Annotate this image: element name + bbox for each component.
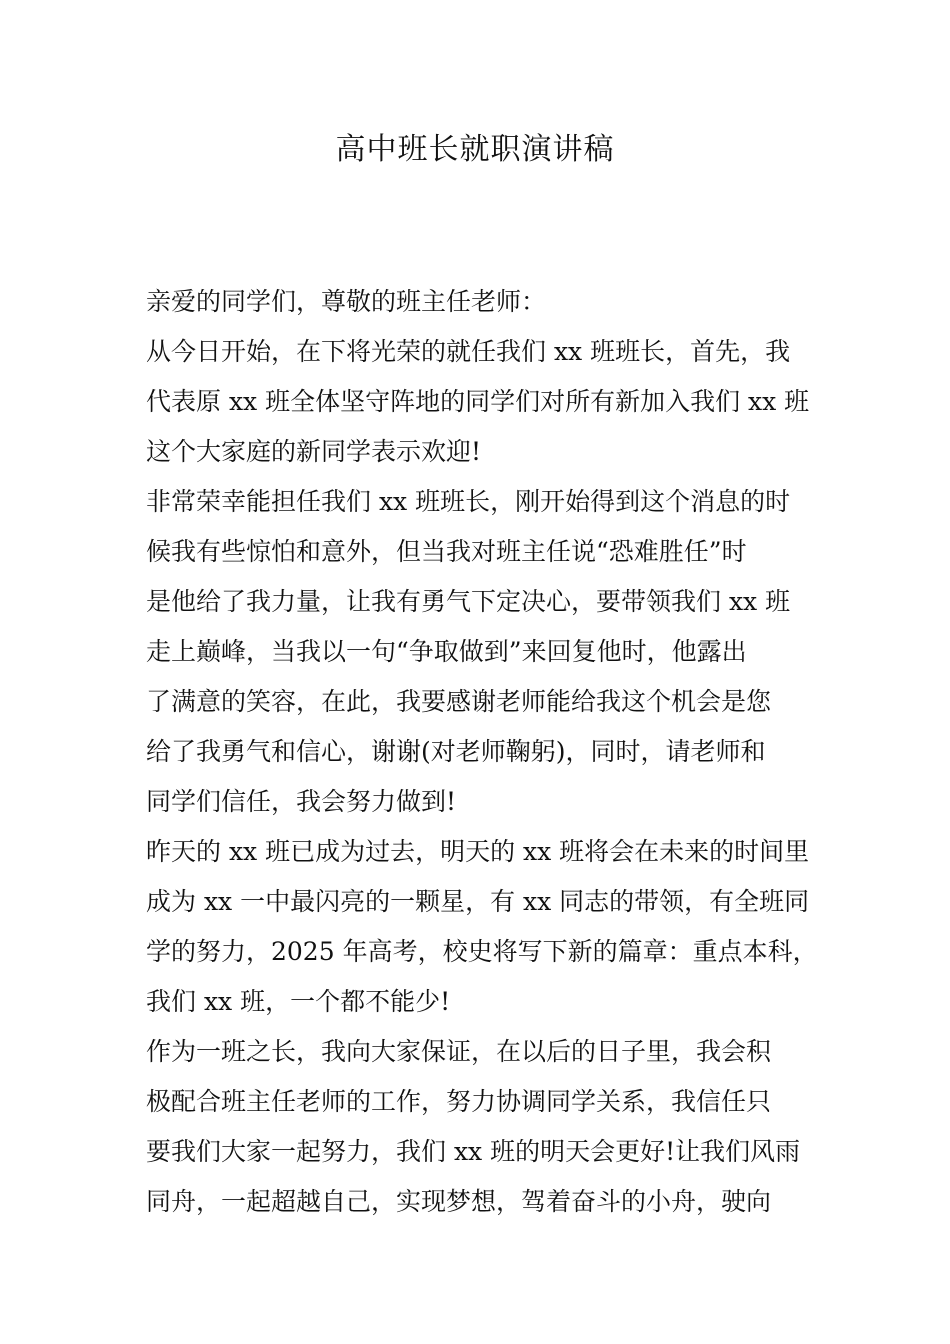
body-line: 亲爱的同学们，尊敬的班主任老师：: [146, 287, 547, 316]
body-line: 候我有些惊怕和意外，但当我对班主任说“恐难胜任”时: [146, 537, 747, 566]
body-line: 非常荣幸能担任我们 xx 班班长，刚开始得到这个消息的时: [146, 487, 791, 516]
body-line: 代表原 xx 班全体坚守阵地的同学们对所有新加入我们 xx 班: [146, 387, 810, 416]
body-line: 极配合班主任老师的工作，努力协调同学关系，我信任只: [146, 1087, 772, 1116]
body-line: 了满意的笑容，在此，我要感谢老师能给我这个机会是您: [146, 687, 772, 716]
body-line: 同学们信任，我会努力做到!: [146, 787, 457, 816]
body-line: 走上巅峰，当我以一句“争取做到”来回复他时，他露出: [146, 637, 747, 666]
body-line: 这个大家庭的新同学表示欢迎!: [146, 437, 482, 466]
body-line: 作为一班之长，我向大家保证，在以后的日子里，我会积: [146, 1037, 772, 1066]
body-line: 成为 xx 一中最闪亮的一颗星，有 xx 同志的带领，有全班同: [146, 887, 810, 916]
document-body: [146, 277, 836, 1227]
body-line: 是他给了我力量，让我有勇气下定决心，要带领我们 xx 班: [146, 587, 791, 616]
body-line: 要我们大家一起努力，我们 xx 班的明天会更好!让我们风雨: [146, 1137, 801, 1166]
body-line: 给了我勇气和信心，谢谢(对老师鞠躬)，同时，请老师和: [146, 737, 766, 766]
body-line: 同舟，一起超越自己，实现梦想，驾着奋斗的小舟，驶向: [146, 1187, 772, 1216]
body-line: 从今日开始，在下将光荣的就任我们 xx 班班长，首先，我: [146, 337, 791, 366]
body-line: 昨天的 xx 班已成为过去，明天的 xx 班将会在未来的时间里: [146, 837, 810, 866]
body-line: 我们 xx 班，一个都不能少!: [146, 987, 451, 1016]
document-title: 高中班长就职演讲稿: [335, 132, 615, 167]
body-line: 学的努力，2025 年高考，校史将写下新的篇章：重点本科，: [146, 937, 818, 966]
